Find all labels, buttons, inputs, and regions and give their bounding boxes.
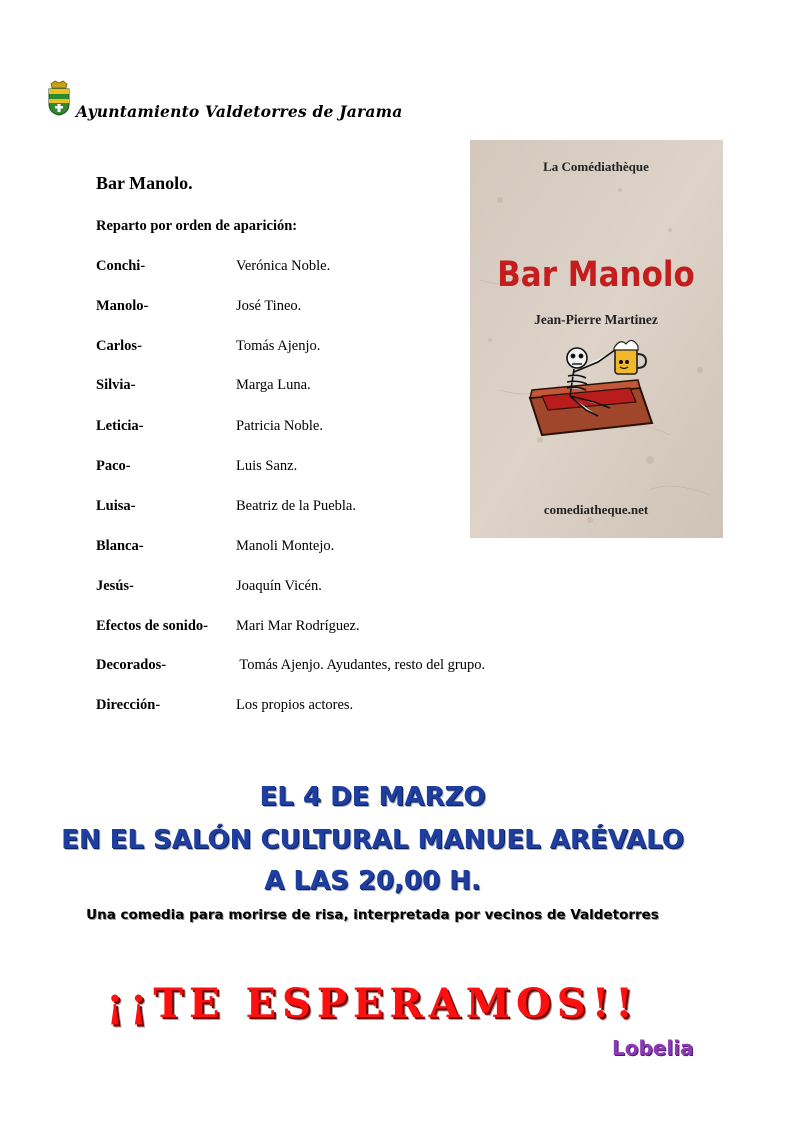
cast-role: Luisa- [96, 498, 136, 514]
play-title: Bar Manolo. [96, 173, 193, 193]
cast-actor: Tomás Ajenjo. [236, 338, 321, 354]
cast-actor: Beatriz de la Puebla. [236, 498, 356, 514]
cast-actor: José Tineo. [236, 298, 302, 314]
cast-role: Decorados- [96, 657, 167, 673]
cast-role: Paco- [96, 458, 131, 474]
cast-actor: Marga Luna. [236, 377, 311, 393]
cover-website: comediatheque.net [543, 502, 649, 517]
cast-heading: Reparto por orden de aparición: [96, 218, 298, 234]
event-venue: EN EL SALÓN CULTURAL MANUEL ARÉVALO [61, 825, 684, 855]
cast-actor: Los propios actores. [236, 697, 354, 713]
organization-name: Ayuntamiento Valdetorres de Jarama [76, 102, 403, 121]
event-date: EL 4 DE MARZO [259, 782, 486, 812]
municipal-crest-icon [47, 80, 71, 116]
cast-role: Carlos- [96, 338, 142, 354]
cast-actor: Luis Sanz. [236, 458, 298, 474]
event-time: A LAS 20,00 H. [264, 866, 481, 896]
call-to-action: ¡¡TE ESPERAMOS!! [106, 980, 639, 1027]
cast-actor: Manoli Montejo. [236, 538, 335, 554]
cast-role: Dirección- [96, 697, 161, 713]
cast-role: Jesús- [96, 578, 134, 594]
cast-actor: Joaquín Vicén. [236, 578, 322, 594]
cast-actor: Mari Mar Rodríguez. [236, 618, 360, 634]
cover-author: Jean-Pierre Martinez [534, 312, 658, 327]
cast-role: Conchi- [96, 258, 146, 274]
event-tagline: Una comedia para morirse de risa, interpretada por vecinos de Valdetorres [86, 907, 659, 923]
cast-actor: Patricia Noble. [236, 418, 323, 434]
cast-role: Silvia- [96, 377, 136, 393]
signature: Lobelia [612, 1036, 694, 1060]
cast-role: Manolo- [96, 298, 149, 314]
cover-publisher: La Comédiathèque [543, 159, 649, 174]
cover-title: Bar Manolo [497, 253, 695, 295]
cast-actor: Verónica Noble. [236, 258, 331, 274]
book-cover [470, 140, 723, 538]
cast-role: Efectos de sonido- [96, 618, 208, 634]
cast-role: Blanca- [96, 538, 144, 554]
cast-actor: Tomás Ajenjo. Ayudantes, resto del grupo. [236, 657, 486, 673]
cast-role: Leticia- [96, 418, 144, 434]
